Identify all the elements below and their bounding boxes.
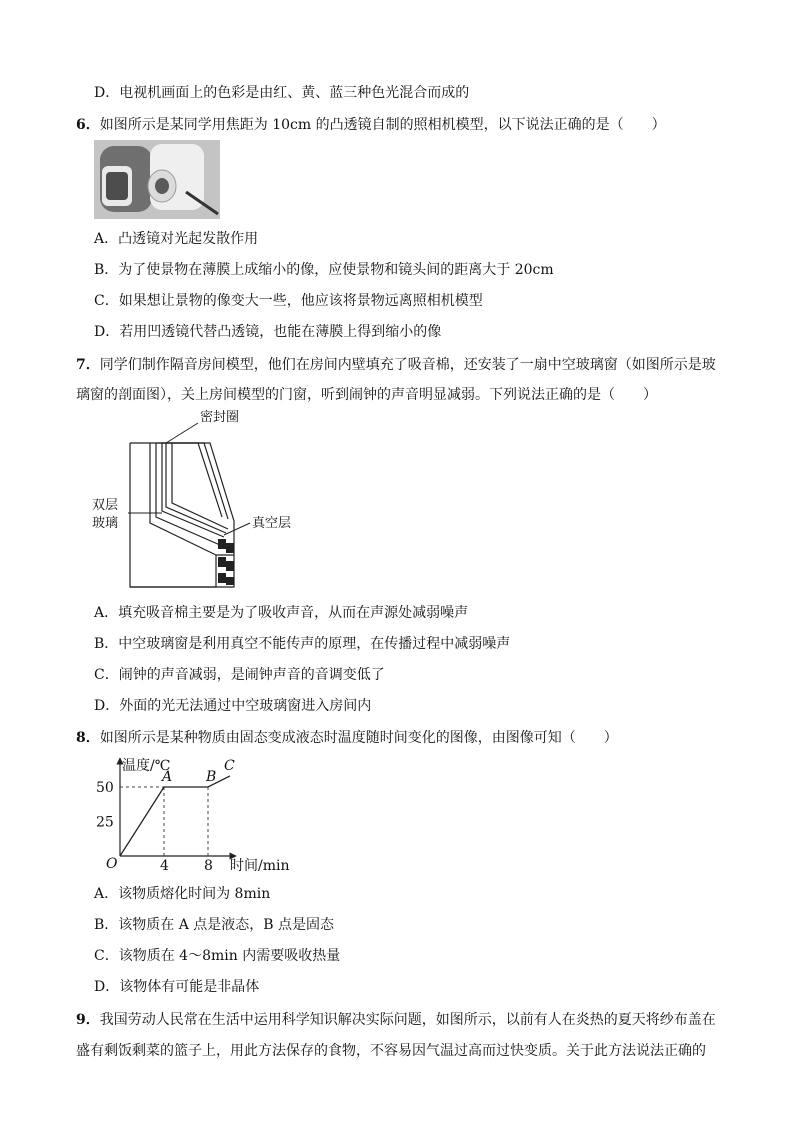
label-seal: 密封圈 bbox=[200, 410, 240, 425]
q7-option-b: B．中空玻璃窗是利用真空不能传声的原理，在传播过程中减弱噪声 bbox=[94, 636, 511, 652]
label-double-glass-1: 双层 bbox=[92, 498, 119, 513]
q9-stem-text-1: 我国劳动人民常在生活中运用科学知识解决实际问题，如图所示，以前有人在炎热的夏天将纱布盖在 bbox=[99, 1012, 716, 1028]
q6-camera-photo bbox=[94, 140, 220, 219]
label-double-glass-2: 玻璃 bbox=[92, 516, 119, 531]
q6-stem bbox=[76, 114, 666, 134]
q8-option-a: A．该物质熔化时间为 8min bbox=[94, 886, 271, 902]
q8-option-d: D．该物体有可能是非晶体 bbox=[94, 979, 260, 995]
origin-label: O bbox=[106, 856, 118, 872]
q8-stem bbox=[76, 727, 618, 747]
y-axis-label: 温度/℃ bbox=[122, 758, 171, 774]
q6-option-b: B．为了使景物在薄膜上成缩小的像，应使景物和镜头间的距离大于 20cm bbox=[94, 262, 554, 278]
q7-option-c: C．闹钟的声音减弱，是闹钟声音的音调变低了 bbox=[94, 667, 385, 683]
q6-number: 6． bbox=[76, 117, 100, 133]
x-tick-label: 8 bbox=[204, 858, 213, 874]
q8-option-b: B．该物质在 A 点是液态，B 点是固态 bbox=[94, 917, 335, 933]
q7-option-a: A．填充吸音棉主要是为了吸收声音，从而在声源处减弱噪声 bbox=[94, 605, 469, 621]
q7-window-diagram bbox=[88, 405, 328, 593]
x-axis-label: 时间/min bbox=[230, 858, 290, 874]
x-tick-label: 4 bbox=[160, 858, 169, 874]
point-label-a: A bbox=[162, 769, 173, 785]
q9-stem-line1 bbox=[76, 1009, 716, 1029]
q7-option-d: D．外面的光无法通过中空玻璃窗进入房间内 bbox=[94, 698, 372, 714]
point-label-b: B bbox=[206, 769, 217, 785]
q6-option-c: C．如果想让景物的像变大一些，他应该将景物远离照相机模型 bbox=[94, 293, 483, 309]
q8-temperature-chart bbox=[88, 752, 308, 876]
q6-option-a: A．凸透镜对光起发散作用 bbox=[94, 231, 259, 247]
q9-stem-line2: 盛有剩饭剩菜的篮子上，用此方法保存的食物，不容易因气温过高而过快变质。关于此方法说法正确的 bbox=[76, 1043, 706, 1059]
q5-option-d: D．电视机画面上的色彩是由红、黄、蓝三种色光混合而成的 bbox=[94, 85, 470, 101]
point-label-c: C bbox=[224, 757, 235, 774]
label-vacuum-layer: 真空层 bbox=[252, 516, 292, 531]
q6-stem-text: 如图所示是某同学用焦距为 10cm 的凸透镜自制的照相机模型，以下说法正确的是（ ） bbox=[99, 117, 666, 133]
q8-stem-text: 如图所示是某种物质由固态变成液态时温度随时间变化的图像，由图像可知（ ） bbox=[99, 730, 618, 746]
q7-stem-line2: 璃窗的剖面图），关上房间模型的门窗，听到闹钟的声音明显减弱。下列说法正确的是（ ） bbox=[76, 387, 657, 403]
q8-option-c: C．该物质在 4～8min 内需要吸收热量 bbox=[94, 948, 341, 964]
q6-option-d: D．若用凹透镜代替凸透镜，也能在薄膜上得到缩小的像 bbox=[94, 324, 442, 340]
series-line bbox=[120, 776, 230, 856]
y-tick-label: 25 bbox=[96, 814, 114, 831]
q9-number: 9． bbox=[76, 1012, 100, 1028]
q8-number: 8． bbox=[76, 730, 100, 746]
q7-stem-line1 bbox=[76, 354, 716, 374]
y-tick-label: 50 bbox=[96, 780, 114, 796]
q7-stem-text-1: 同学们制作隔音房间模型，他们在房间内壁填充了吸音棉，还安装了一扇中空玻璃窗（如图所示是玻 bbox=[99, 357, 716, 373]
q7-number: 7． bbox=[76, 357, 100, 373]
